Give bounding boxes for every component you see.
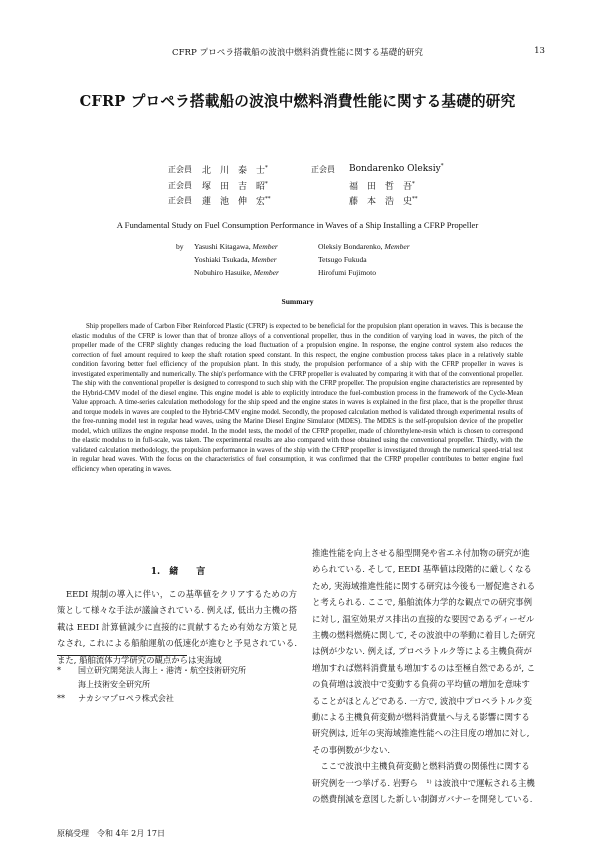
footnote-2-mark: ** bbox=[57, 694, 65, 703]
footnote-mark: * bbox=[57, 666, 61, 675]
author-en-left-2 bbox=[194, 255, 277, 264]
author-en-right-2 bbox=[318, 255, 367, 264]
author-name: 福 田 哲 吾 bbox=[349, 182, 413, 192]
author-en-role: Member bbox=[252, 242, 278, 251]
footnote-1-text: 国立研究開発法人海上・港湾・航空技術研究所 bbox=[78, 666, 246, 675]
page-number: 13 bbox=[534, 46, 545, 56]
affiliation-mark: ** bbox=[412, 196, 418, 202]
abstract-text: Ship propellers made of Carbon Fiber Reinforced Plastic (CFRP) is expected to be beneficial for the propulsion plant operation in waves. This is because the elastic modulus of the CFRP is lower than that of bronze alloys of a conventional propeller, thus in the condition of varying load in waves, the pitch of the propeller made of the CFRP slightly changes reducing the load fluctuation of a propulsion engine. In response, the engine control system also reduces the correction of fuel amount required to keep the shaft rotation speed constant. In this respect, the engine combustion process takes place in a relatively stable condition favoring better fuel efficiency of the propulsion plant. In this study, the propulsion performance of a ship with the CFRP propeller in waves is investigated experimentally and numerically. The ship's performance with the CFRP propeller is evaluated by comparing it with that of the conventional propeller. The ship with the conventional propeller is designed to correspond to such ship with the CFRP propeller. The propulsion engine characteristics are represented by the Hybrid-CMV model of the diesel engine. This engine model is able to explicitly introduce the fuel-combustion process in the framework of the Cycle-Mean Value approach. A time-series calculation methodology for the ship speed and the engine states in waves is explained in the first place, that is the propeller thrust and torque models in waves are coupled to the Hybrid-CMV engine model. Secondly, the proposed calculation method is validated through experimental results of the free-running model test in regular head waves, using the Marine Diesel Engine Simulator (MDES). The MDES is the self-propulsion device of the propeller model, which utilizes the engine response model. In the model tests, the model of the CFRP propeller, made of chlorethylene-resin which is chosen to correspond the elastic modulus to in full-scale, was taken. The experimental results are also compared with those obtained using the conventional propeller. Thirdly, with the validated calculation methodology, the propulsion performance in waves of the ship with the CFRP propeller is investigated through the numerical speed-trial test in regular head waves. With the focus on the characteristics of fuel consumption, it was confirmed that the CFRP propeller contributes to better engine fuel efficiency when operating in waves. bbox=[72, 323, 523, 473]
body-text-right bbox=[312, 545, 540, 808]
author-name: 塚 田 吉 昭 bbox=[202, 182, 266, 192]
affiliation-mark: * bbox=[412, 181, 415, 187]
author-en-left-3 bbox=[194, 268, 279, 277]
author-name: 蓮 池 伸 宏 bbox=[202, 197, 266, 207]
summary-heading: Summary bbox=[281, 297, 314, 306]
received-date: 原稿受理 令和 4年 2月 17日 bbox=[57, 829, 165, 838]
footnote-rule bbox=[57, 655, 187, 656]
affiliation-mark: ** bbox=[265, 196, 271, 202]
body-line: に対し, 温室効果ガス排出の直接的な要因であるディーゼル bbox=[312, 613, 535, 624]
author-en-left-1 bbox=[194, 242, 278, 251]
author-name: 藤 本 浩 史 bbox=[349, 197, 413, 207]
author-en-name: Hirofumi Fujimoto bbox=[318, 268, 377, 277]
author-en-role: Member bbox=[253, 268, 280, 277]
author-role: 正会員 bbox=[311, 165, 335, 174]
body-line: ここで波浪中主機負荷変動と燃料消費の関係性に関する bbox=[312, 761, 530, 772]
english-title: A Fundamental Study on Fuel Consumption Performance in Waves of a Ship Installing a CFRP Propeller bbox=[116, 220, 479, 230]
author-en-right-3 bbox=[318, 268, 376, 277]
body-line: 推進性能を向上させる船型開発や省エネ付加物の研究が進 bbox=[312, 548, 530, 558]
body-line: その事例数が少ない. bbox=[312, 744, 391, 755]
body-line: 研究例を一つ挙げる. 岩野ら ¹⁾ は波浪中で運転される主機 bbox=[312, 777, 535, 788]
section-heading: 1. 緒 言 bbox=[150, 567, 206, 577]
body-line: の負荷増は波浪中で変動する負荷の平均値の増加を意味す bbox=[312, 679, 530, 690]
body-line: は例が少ない. 例えば, プロペラトルク等による主機負荷が bbox=[312, 646, 532, 657]
body-line: ため, 実海域推進性能に関する研究は今後も一層促進される bbox=[312, 580, 536, 591]
author-en-role: Member bbox=[384, 242, 410, 251]
body-line: められている. そして, EEDI 基準値は段階的に厳しくなる bbox=[312, 564, 532, 575]
body-line: 主機の燃料燃焼に関して, その波浪中の挙動に着目した研究 bbox=[312, 630, 536, 641]
body-line: ることがほとんどである. 一方で, 波浪中プロペラトルク変 bbox=[312, 695, 532, 706]
body-line: の燃費削減を意図した新しい制御ガバナーを開発している. bbox=[312, 794, 533, 805]
author-en-name: Yoshiaki Tsukada, bbox=[194, 255, 250, 264]
body-line: 動による主機負荷変動が燃料消費量へ与える影響に関する bbox=[312, 712, 530, 723]
body-line: と考えられる. ここで, 船舶流体力学的な観点での研究事例 bbox=[312, 597, 533, 608]
author-name: 北 川 泰 士 bbox=[202, 166, 266, 176]
author-role: 正会員 bbox=[168, 181, 192, 190]
footnote-1 bbox=[57, 664, 61, 678]
body-line: 研究例は, 近年の実海域推進性能への注目度の増加に対し, bbox=[312, 728, 530, 739]
paper-title: CFRP プロペラ搭載船の波浪中燃料消費性能に関する基礎的研究 bbox=[79, 93, 516, 110]
author-en-name: Nobuhiro Hasuike, bbox=[194, 268, 252, 277]
by-label: by bbox=[176, 242, 184, 251]
author-en-name: Yasushi Kitagawa, bbox=[194, 242, 251, 251]
running-header bbox=[0, 46, 595, 60]
footnote-2-text: ナカシマプロペラ株式会社 bbox=[78, 694, 174, 703]
author-en-role: Member bbox=[251, 255, 277, 264]
affiliation-mark: * bbox=[265, 165, 268, 171]
footnote-1-cont: 海上技術安全研究所 bbox=[78, 680, 150, 689]
author-role: 正会員 bbox=[168, 165, 192, 174]
author-name: Bondarenko Oleksiy bbox=[349, 164, 441, 174]
body-line: 増加すれば燃料消費量も増加するのは至極自然であるが, こ bbox=[312, 662, 536, 673]
author-en-name: Tetsugo Fukuda bbox=[318, 255, 367, 264]
body-text-left: EEDI 規制の導入に伴い，この基準値をクリアするための方策として様々な手法が議論されている. 例えば, 低出力主機の搭載は EEDI 計算値減少に直接的に貢献するため有効な方策と見なされ, これによる船舶運航の低速化が進むと予見されている. また, 船舶流体力学研究の観点からは実海域 bbox=[57, 589, 297, 665]
author-role: 正会員 bbox=[168, 196, 192, 205]
affiliation-mark: * bbox=[440, 163, 444, 169]
author-en-right-1 bbox=[318, 242, 410, 251]
author-en-name: Oleksiy Bondarenko, bbox=[318, 242, 383, 251]
running-title: CFRP プロペラ搭載船の波浪中燃料消費性能に関する基礎的研究 bbox=[172, 48, 423, 58]
affiliation-mark: * bbox=[265, 181, 268, 187]
